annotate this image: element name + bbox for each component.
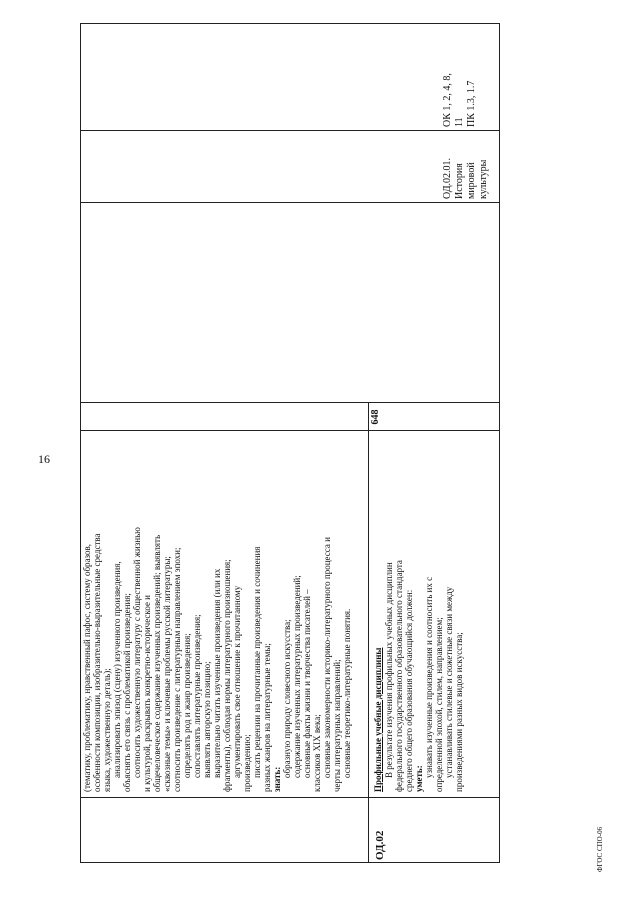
text-line: разных жанров на литературные темы;: [262, 643, 272, 792]
text-line: среднего общего образования обучающийся должен:: [404, 589, 414, 792]
text-line: образную природу словесного искусства;: [282, 619, 292, 778]
text-line: языка, художественную деталь);: [102, 668, 112, 792]
related-line: ОД.02.01.: [442, 157, 453, 199]
text-line: (тематику, проблематику, нравственный пафос, систему образов,: [82, 543, 92, 792]
column-divider: [80, 130, 500, 131]
requirements-column: [80, 431, 500, 796]
text-line: соотносить произведение с литературным направлением эпохи;: [172, 547, 182, 792]
discipline-code: ОД.02: [374, 830, 386, 860]
section-label-skills: уметь:: [414, 765, 424, 792]
text-line: особенности композиции, изобразительно-выразительные средства: [92, 533, 102, 792]
curriculum-table: [80, 23, 500, 863]
competency-line: 11: [454, 117, 465, 127]
related-discipline: [442, 119, 490, 199]
text-line: общечеловеческое содержание изученных произведений; выявлять: [152, 534, 162, 792]
text-line: соотносить художественную литературу с общественной жизнью: [132, 527, 142, 778]
section-label-know: знать:: [272, 766, 282, 792]
text-line: основные закономерности историко-литературного процесса и: [322, 537, 332, 778]
text-line: выразительно читать изученные произведения (или их: [212, 568, 222, 778]
text-line: и культурой, раскрывать конкретно-историческое и: [142, 594, 152, 792]
text-line: федерального государственного образовательного стандарта: [394, 560, 404, 792]
competencies: [442, 27, 478, 127]
text-line: сопоставлять литературные произведения;: [192, 614, 202, 778]
hours-value: 648: [370, 409, 381, 425]
text-line: произведениями разных видов искусства;: [454, 632, 464, 792]
text-line: аргументировать свое отношение к прочитанному: [232, 585, 242, 778]
section-heading: Профильные учебные дисциплины: [373, 647, 383, 792]
text-line: содержание изученных литературных произведений;: [292, 575, 302, 778]
text-line: выявлять авторскую позицию;: [202, 661, 212, 778]
related-line: мировой: [466, 162, 477, 199]
column-divider: [80, 402, 500, 403]
text-line: «сквозные темы» и ключевые проблемы русской литературы;: [162, 556, 172, 792]
column-divider: [80, 797, 500, 798]
table-border-right: [80, 23, 500, 24]
related-line: История: [454, 163, 465, 199]
text-line: определять род и жанр произведения;: [182, 633, 192, 778]
competency-line: ОК 1, 2, 4, 8,: [442, 73, 453, 127]
text-line: анализировать эпизод (сцену) изученного произведения,: [112, 561, 122, 778]
text-line: основные теоретико-литературные понятия.: [342, 608, 352, 778]
table-border-left: [80, 862, 500, 863]
text-line: фрагменты), соблюдая нормы литературного произношения;: [222, 559, 232, 792]
text-line: устанавливать стилевые и сюжетные связи между: [444, 586, 454, 778]
text-line: основные факты жизни и творчества писателей –: [302, 589, 312, 778]
page-number: 16: [38, 452, 50, 466]
related-line: культуры: [478, 159, 489, 199]
text-line: объяснять его связь с проблематикой произведения;: [122, 593, 132, 792]
text-line: черты литературных направлений;: [332, 659, 342, 792]
text-line: классиков XIX века;: [312, 714, 322, 792]
text-line: писать рецензии на прочитанные произведения и сочинения: [252, 546, 262, 778]
text-line: произведению;: [242, 734, 252, 792]
competency-line: ПК 1.3, 1.7: [466, 80, 477, 127]
text-line: узнавать изученные произведения и соотносить их с: [424, 576, 434, 778]
column-divider: [80, 202, 500, 203]
text-line: В результате изучения профильных учебных дисциплин: [384, 562, 394, 778]
footer-label: ФГОС СПО-06: [596, 826, 604, 872]
text-line: определенной эпохой, стилем, направлением;: [434, 617, 444, 792]
